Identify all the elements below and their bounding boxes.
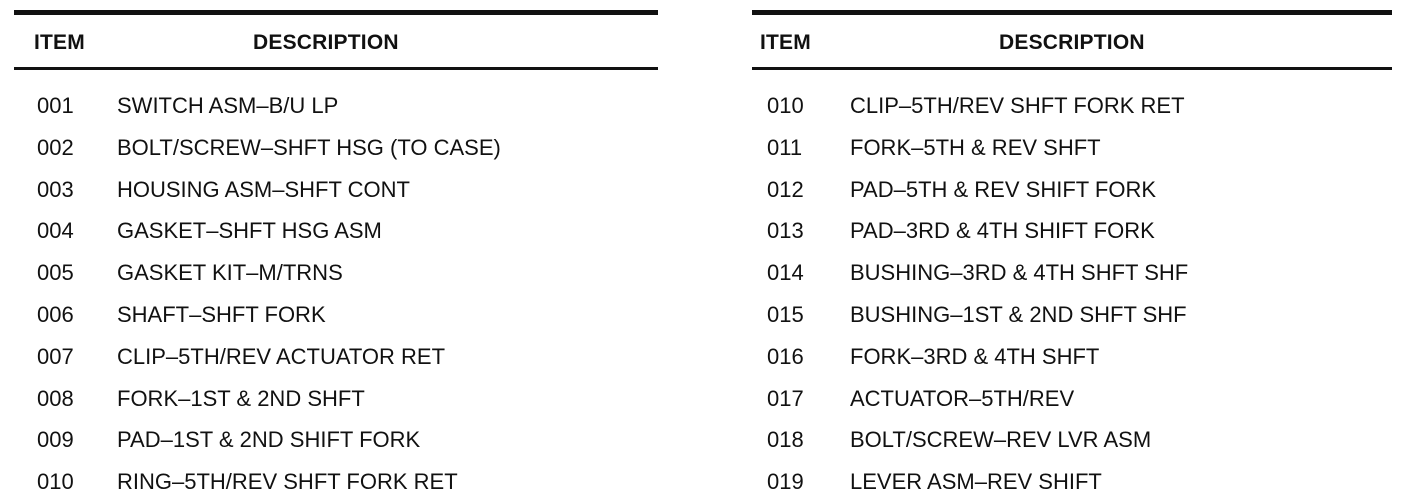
item-number: 008 [37,385,74,411]
table-header [752,15,1392,67]
table-row [752,295,1392,337]
item-number: 006 [37,301,74,327]
table-row [14,462,658,504]
item-number: 016 [767,343,804,369]
item-number: 014 [767,260,804,286]
item-number: 001 [37,93,74,118]
item-description: RING–5TH/REV SHFT FORK RET [117,469,458,495]
item-number: 002 [37,134,74,160]
item-number: 011 [767,134,803,160]
table-row [14,420,658,462]
item-number: 003 [37,176,74,202]
item-description: BUSHING–1ST & 2ND SHFT SHF [850,301,1187,327]
item-number: 018 [767,427,804,453]
item-description: BOLT/SCREW–SHFT HSG (TO CASE) [117,134,501,160]
item-number: 010 [37,469,74,495]
item-description: CLIP–5TH/REV ACTUATOR RET [117,343,446,369]
item-description: SWITCH ASM–B/U LP [117,93,339,118]
parts-table-left [14,10,658,504]
table-row [14,211,658,253]
item-description: ACTUATOR–5TH/REV [850,385,1075,411]
item-description: FORK–3RD & 4TH SHFT [850,343,1100,369]
table-row [752,86,1392,128]
item-description: FORK–1ST & 2ND SHFT [117,385,365,411]
item-description: FORK–5TH & REV SHFT [850,134,1101,160]
item-number: 004 [37,218,74,244]
item-number: 009 [37,427,74,453]
table-row [14,295,658,337]
table-row [14,170,658,212]
table-row [14,379,658,421]
item-number: 019 [767,469,804,495]
table-row [14,337,658,379]
item-description: GASKET–SHFT HSG ASM [117,218,382,244]
table-row [14,86,658,128]
column-header-item: ITEM [760,31,811,54]
table-row [752,253,1392,295]
item-number: 010 [767,93,804,118]
table-row [752,379,1392,421]
item-number: 007 [37,343,74,369]
table-body [752,70,1392,504]
item-number: 017 [767,385,804,411]
item-description: PAD–1ST & 2ND SHIFT FORK [117,427,421,453]
item-number: 005 [37,260,74,286]
item-description: SHAFT–SHFT FORK [117,301,326,327]
item-description: CLIP–5TH/REV SHFT FORK RET [850,93,1185,118]
item-number: 012 [767,176,804,202]
item-number: 013 [767,218,804,244]
table-row [14,128,658,170]
item-description: HOUSING ASM–SHFT CONT [117,176,410,202]
item-description: PAD–3RD & 4TH SHIFT FORK [850,218,1155,244]
item-description: BOLT/SCREW–REV LVR ASM [850,427,1152,453]
table-header [14,15,658,67]
item-description: LEVER ASM–REV SHIFT [850,469,1102,495]
item-description: PAD–5TH & REV SHIFT FORK [850,176,1157,202]
table-row [752,462,1392,504]
table-row [14,253,658,295]
table-row [752,420,1392,462]
parts-table-right [752,10,1392,504]
item-description: BUSHING–3RD & 4TH SHFT SHF [850,260,1189,286]
item-number: 015 [767,301,804,327]
column-header-item: ITEM [34,31,85,54]
table-row [752,128,1392,170]
table-row [752,170,1392,212]
item-description: GASKET KIT–M/TRNS [117,260,343,286]
table-row [752,211,1392,253]
table-body [14,70,658,504]
column-header-description: DESCRIPTION [999,31,1145,54]
table-row [752,337,1392,379]
column-header-description: DESCRIPTION [253,31,399,54]
